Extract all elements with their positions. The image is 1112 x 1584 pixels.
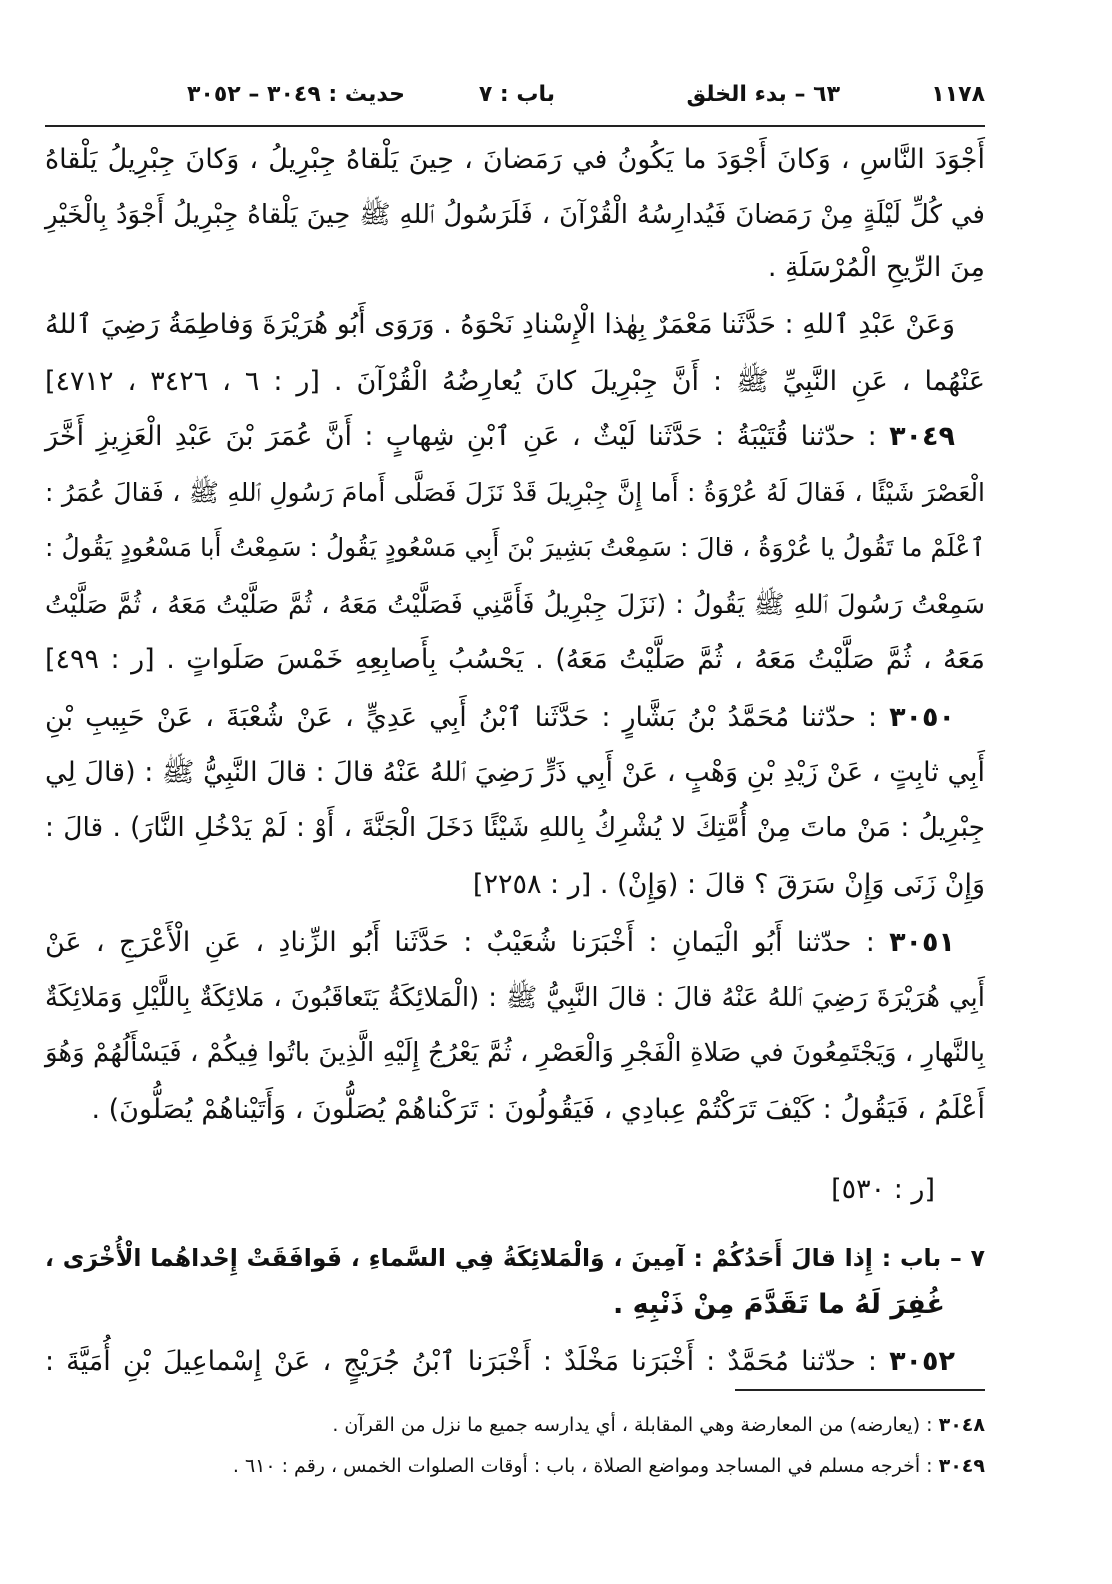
- hadith-opening-line: [45, 690, 985, 746]
- footnote-text: : أخرجه مسلم في المساجد ومواضع الصلاة ، باب : أوقات الصلوات الخمس ، رقم : ٦١٠ .: [232, 1455, 933, 1477]
- hadith-opening-line: [45, 1334, 985, 1390]
- hadith-number: ٣٠٥١: [889, 927, 955, 958]
- footnote: [45, 1409, 985, 1441]
- text-line: وَإِنْ زَنَى وَإِنْ سَرَقَ ؟ قالَ : (وَإِنْ) . [ر : ٢٢٥٨]: [472, 869, 985, 900]
- text-line: ٱعْلَمْ ما تَقُولُ يا عُرْوَةُ ، قالَ : سَمِعْتُ بَشِيرَ بْنَ أَبِي مَسْعُودٍ يَقُولُ : سَمِعْتُ أَبا مَسْعُودٍ يَقُولُ :: [45, 533, 985, 562]
- hadith-range: حديث : ٣٠٤٩ – ٣٠٥٢: [187, 82, 405, 107]
- hadith-text: : حدّثنا مُحَمَّدُ بْنُ بَشَّارٍ : حَدَّثَنا ٱبْنُ أَبِي عَدِيٍّ ، عَنْ شُعْبَةَ ، عَنْ حَبِيبِ بْنِ: [45, 702, 878, 733]
- footnote-text: : (يعارضه) من المعارضة وهي المقابلة ، أي يدارسه جميع ما نزل من القرآن .: [332, 1414, 933, 1436]
- cross-reference: [ر : ٥٣٠]: [831, 1174, 935, 1205]
- chapter-label: باب : ٧: [478, 82, 555, 107]
- header-rule: [45, 125, 985, 127]
- text-line: أَجْوَدَ النَّاسِ ، وَكانَ أَجْوَدَ ما يَكُونُ في رَمَضانَ ، حِينَ يَلْقاهُ جِبْرِيلُ ، وَكانَ جِبْرِيلُ يَلْقاهُ: [45, 144, 985, 175]
- footnote: [45, 1450, 985, 1482]
- footnote-number: ٣٠٤٨: [938, 1414, 985, 1436]
- text-line: سَمِعْتُ رَسُولَ ٱللهِ ﷺ يَقُولُ : (نَزَلَ جِبْرِيلُ فَأَمَّنِي فَصَلَّيْتُ مَعَهُ ، ثُمَّ صَلَّيْتُ مَعَهُ ، ثُمَّ صَلَّيْتُ: [45, 590, 985, 620]
- text-line: وَعَنْ عَبْدِ ٱللهِ : حَدَّثَنا مَعْمَرٌ بِهٰذا الْإِسْنادِ نَحْوَهُ . وَرَوَى أَبُو هُرَيْرَةَ وَفاطِمَةُ رَضِيَ ٱللهُ: [45, 309, 955, 340]
- text-line: أَبِي هُرَيْرَةَ رَضِيَ ٱللهُ عَنْهُ قالَ : قالَ النَّبِيُّ ﷺ : (الْمَلائِكَةُ يَتَعاقَبُونَ ، مَلائِكَةٌ بِاللَّيْلِ وَمَلائِكَةٌ: [45, 983, 985, 1013]
- chapter-heading-line: ٧ – باب : إِذا قالَ أَحَدُكُمْ : آمِينَ ، وَالْمَلائِكَةُ فِي السَّماءِ ، فَوافَقَتْ إِحْداهُما الْأُخْرَى ،: [45, 1244, 985, 1272]
- footnote-number: ٣٠٤٩: [938, 1455, 985, 1477]
- text-line: الْعَصْرَ شَيْئًا ، فَقالَ لَهُ عُرْوَةُ : أَما إِنَّ جِبْرِيلَ قَدْ نَزَلَ فَصَلَّى أَمامَ رَسُولِ ٱللهِ ﷺ ، فَقالَ عُمَرُ :: [45, 478, 985, 507]
- hadith-number: ٣٠٥٠: [889, 702, 955, 733]
- text-line: أَعْلَمُ ، فَيَقُولُ : كَيْفَ تَرَكْتُمْ عِبادِي ، فَيَقُولُونَ : تَرَكْناهُمْ يُصَلُّونَ ، وَأَتَيْناهُمْ يُصَلُّونَ) .: [91, 1094, 985, 1125]
- footnote-rule: [735, 1389, 985, 1391]
- book-title: ٦٣ – بدء الخلق: [686, 82, 840, 107]
- chapter-heading-line: غُفِرَ لَهُ ما تَقَدَّمَ مِنْ ذَنْبِهِ .: [612, 1289, 945, 1320]
- text-line: في كُلِّ لَيْلَةٍ مِنْ رَمَضانَ فَيُدارِسُهُ الْقُرْآنَ ، فَلَرَسُولُ ٱللهِ ﷺ حِينَ يَلْقاهُ جِبْرِيلُ أَجْوَدُ بِالْخَيْرِ: [45, 200, 985, 230]
- hadith-number: ٣٠٤٩: [889, 421, 955, 452]
- hadith-opening-line: [45, 409, 985, 465]
- hadith-text: : حدّثنا مُحَمَّدٌ : أَخْبَرَنا مَخْلَدٌ : أَخْبَرَنا ٱبْنُ جُرَيْجٍ ، عَنْ إِسْماعِيلَ بْنِ أُمَيَّةَ :: [45, 1346, 877, 1377]
- text-line: عَنْهُما ، عَنِ النَّبِيِّ ﷺ : أَنَّ جِبْرِيلَ كانَ يُعارِضُهُ الْقُرْآنَ . [ر : ٦ ، ٣٤٢٦ ، ٤٧١٢]: [45, 366, 985, 397]
- hadith-text: : حدّثنا أَبُو الْيَمانِ : أَخْبَرَنا شُعَيْبٌ : حَدَّثَنا أَبُو الزِّنادِ ، عَنِ الْأَعْرَجِ ، عَنْ: [45, 927, 875, 958]
- text-line: مَعَهُ ، ثُمَّ صَلَّيْتُ مَعَهُ ، ثُمَّ صَلَّيْتُ مَعَهُ) . يَحْسُبُ بِأَصابِعِهِ خَمْسَ صَلَواتٍ . [ر : ٤٩٩]: [45, 644, 985, 675]
- text-line: جِبْرِيلُ : مَنْ ماتَ مِنْ أُمَّتِكَ لا يُشْرِكُ بِاللهِ شَيْئًا دَخَلَ الْجَنَّةَ ، أَوْ : لَمْ يَدْخُلِ النَّارَ) . قالَ :: [45, 812, 985, 843]
- text-line: بِالنَّهارِ ، وَيَجْتَمِعُونَ في صَلاةِ الْفَجْرِ وَالْعَصْرِ ، ثُمَّ يَعْرُجُ إِلَيْهِ الَّذِينَ باتُوا فِيكُمْ ، فَيَسْأَلُهُمْ وَهُوَ: [45, 1038, 985, 1068]
- hadith-opening-line: [45, 915, 985, 971]
- text-line: مِنَ الرِّيحِ الْمُرْسَلَةِ .: [767, 252, 985, 283]
- page-number: ١١٧٨: [931, 82, 985, 107]
- text-line: أَبِي ثابِتٍ ، عَنْ زَيْدِ بْنِ وَهْبٍ ، عَنْ أَبِي ذَرٍّ رَضِيَ ٱللهُ عَنْهُ قالَ : قالَ النَّبِيُّ ﷺ : (قالَ لِي: [45, 757, 985, 788]
- hadith-text: : حدّثنا قُتَيْبَةُ : حَدَّثَنا لَيْثٌ ، عَنِ ٱبْنِ شِهابٍ : أَنَّ عُمَرَ بْنَ عَبْدِ الْعَزِيزِ أَخَّرَ: [45, 421, 877, 452]
- hadith-number: ٣٠٥٢: [889, 1346, 955, 1377]
